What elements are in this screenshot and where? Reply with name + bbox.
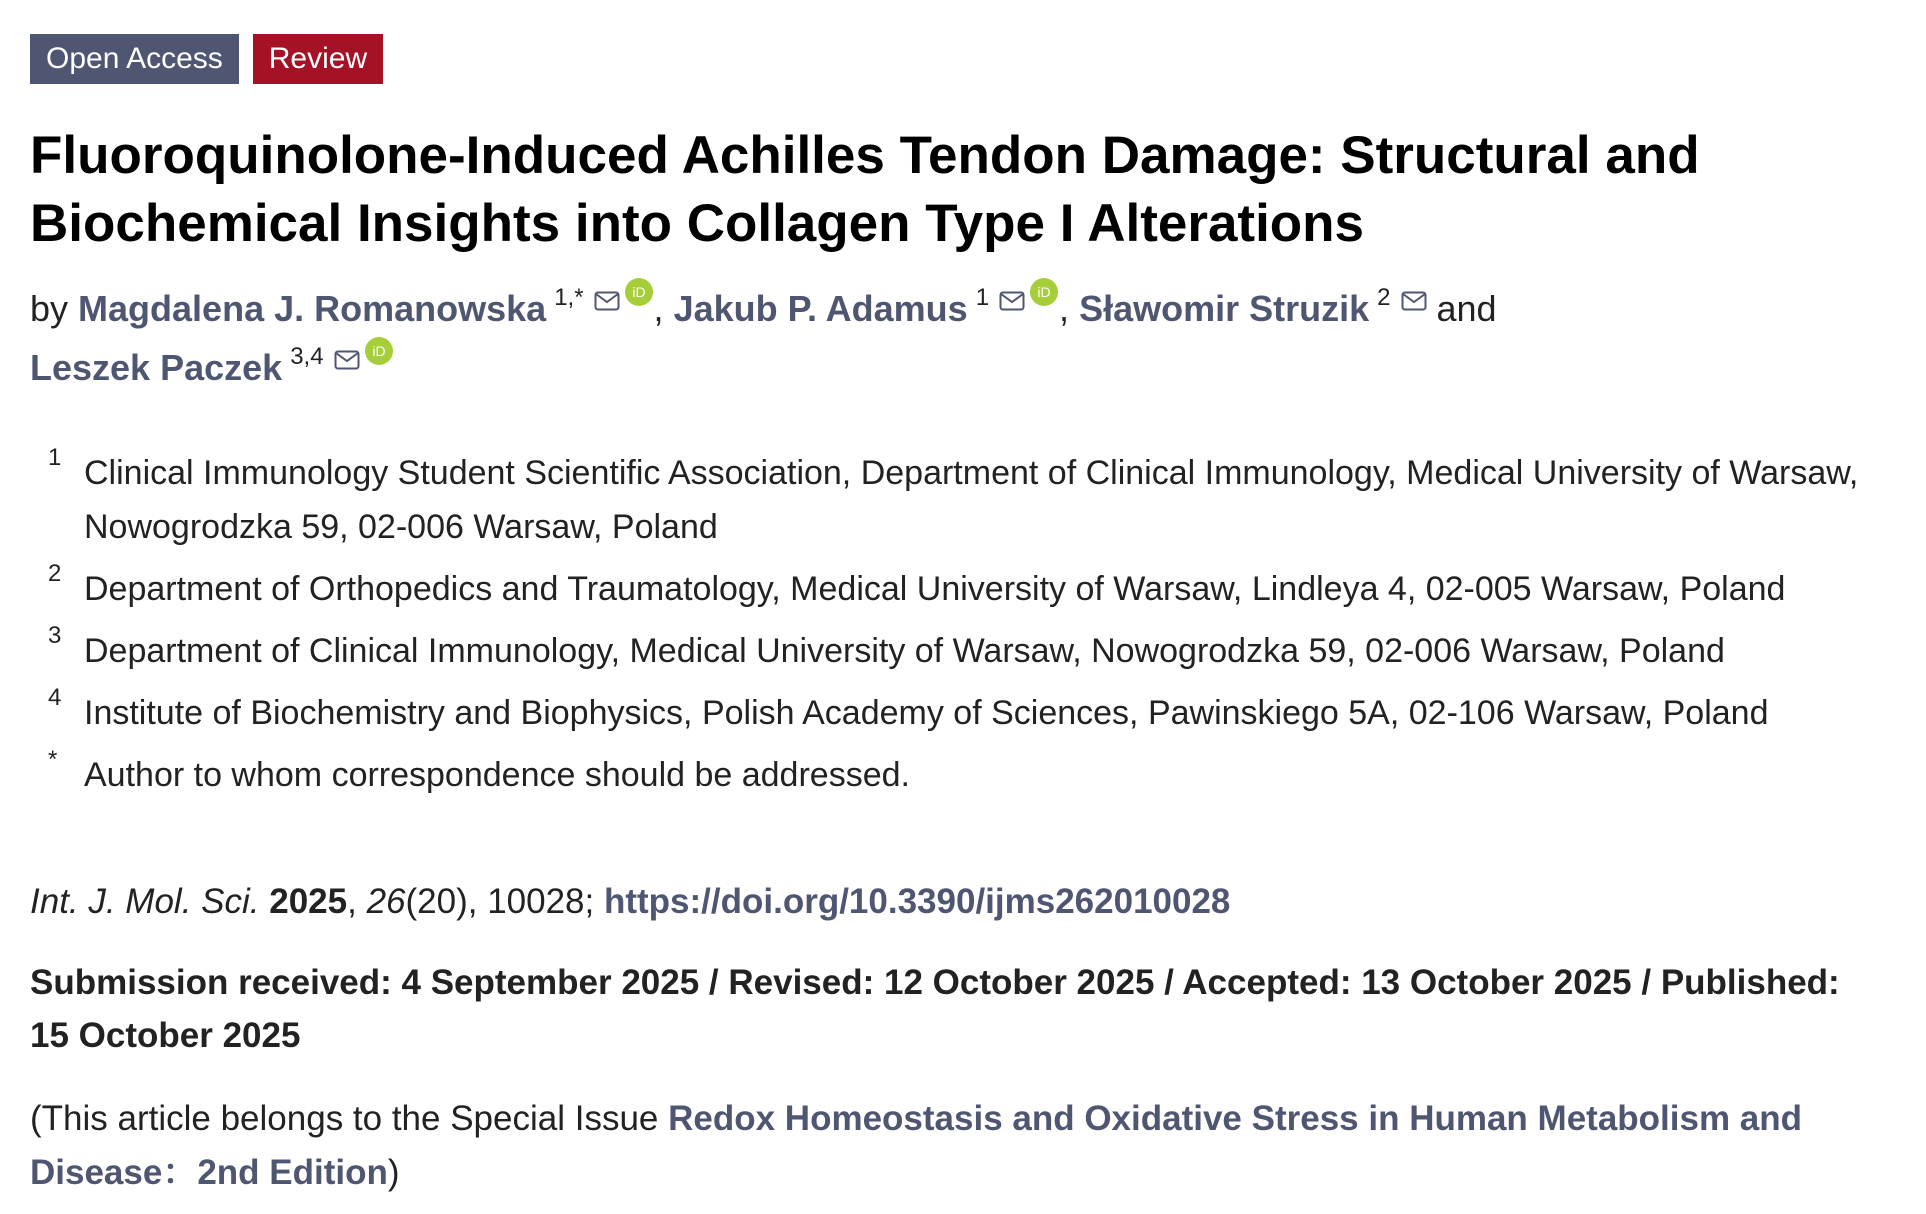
author-separator: , [653,288,674,329]
open-access-badge[interactable]: Open Access [30,34,239,84]
author-affiliation-sup: 2 [1377,284,1391,311]
affiliation-number: 1 [48,444,62,471]
journal-name: Int. J. Mol. Sci. [30,882,260,921]
author-affiliation-sup: 3,4 [290,343,324,370]
affiliation-number: 3 [48,622,62,649]
affiliation-item [30,686,1910,740]
svg-text:iD: iD [1037,284,1051,300]
article-title: Fluoroquinolone-Induced Achilles Tendon Damage: Structural and Biochemical Insights into Collagen Type I Alterations [30,126,1700,253]
affiliation-number: * [48,746,58,773]
doi-link[interactable]: https://doi.org/10.3390/ijms262010028 [603,882,1231,921]
affiliation-item [30,624,1910,678]
mail-icon[interactable] [999,272,1025,326]
special-issue-link[interactable]: Redox Homeostasis and Oxidative Stress in Human Metabolism and Disease：2nd Edition [30,1099,1803,1192]
affiliation-number: 4 [48,684,62,711]
affiliation-text: Department of Orthopedics and Traumatology, Medical University of Warsaw, Lindleya 4, 02-005 Warsaw, Poland [84,570,1786,608]
author-link[interactable]: Sławomir Struzik [1079,288,1370,329]
orcid-icon[interactable] [364,327,394,381]
svg-text:iD: iD [371,343,386,359]
article-type-badge: Review [253,34,383,84]
affiliation-list [30,446,1910,810]
affiliation-item [30,446,1910,554]
publication-dates: Submission received: 4 September 2025 / Revised: 12 October 2025 / Accepted: 13 October 2025 / Published: 15 October 2025 [30,963,1840,1055]
author-link[interactable]: Leszek Paczek [30,347,283,388]
citation-year: 2025 [269,882,348,921]
by-label: by [30,288,69,329]
citation-line: Int. J. Mol. Sci. 2025, 26(20), 10028; https://doi.org/10.3390/ijms262010028 [30,882,1231,921]
citation-issue: (20), 10028; [405,882,595,921]
author-affiliation-sup: 1,* [554,284,584,311]
mail-icon[interactable] [1401,272,1427,326]
badge-row [30,34,383,84]
author-link[interactable]: Jakub P. Adamus [673,288,968,329]
affiliation-text: Clinical Immunology Student Scientific Association, Department of Clinical Immunology, Medical University of Warsaw, Nowogrodzka 59, 02-006 Warsaw, Poland [84,454,1859,546]
special-issue-suffix: ) [387,1153,400,1192]
affiliation-text: Institute of Biochemistry and Biophysics, Polish Academy of Sciences, Pawinskiego 5A, 02-106 Warsaw, Poland [84,694,1769,732]
affiliation-text: Department of Clinical Immunology, Medical University of Warsaw, Nowogrodzka 59, 02-006 Warsaw, Poland [84,632,1725,670]
affiliation-item [30,748,1910,802]
affiliation-item [30,562,1910,616]
mail-icon[interactable] [334,331,360,385]
affiliation-text: Author to whom correspondence should be addressed. [84,756,910,794]
author-list [30,282,1850,400]
orcid-icon[interactable] [1029,268,1059,322]
citation-volume: 26 [366,882,406,921]
svg-text:iD: iD [631,284,646,300]
special-issue-prefix: (This article belongs to the Special Issue [30,1099,669,1138]
affiliation-number: 2 [48,560,62,587]
mail-icon[interactable] [594,272,620,326]
author-link[interactable]: Magdalena J. Romanowska [78,288,547,329]
author-separator: and [1426,288,1497,329]
author-affiliation-sup: 1 [975,284,990,311]
special-issue-note [30,1092,1910,1200]
author-separator: , [1059,288,1080,329]
orcid-icon[interactable] [624,268,654,322]
